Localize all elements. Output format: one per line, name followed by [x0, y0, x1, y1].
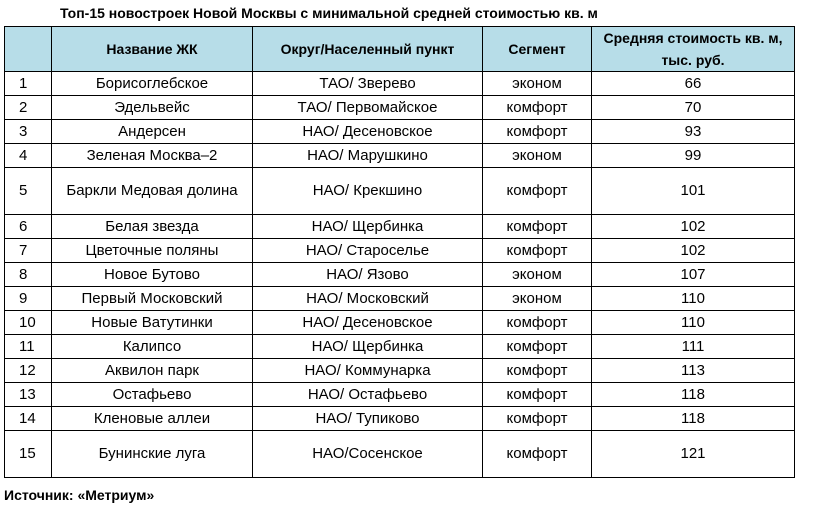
cell-name: Первый Московский — [52, 287, 253, 311]
table-row — [5, 168, 795, 215]
cell-name: Новые Ватутинки — [52, 311, 253, 335]
cell-name: Кленовые аллеи — [52, 407, 253, 431]
table-row — [5, 72, 795, 96]
cell-district: НАО/ Щербинка — [253, 215, 483, 239]
source-note: Источник: «Метриум» — [4, 487, 155, 503]
header-district: Округ/Населенный пункт — [253, 27, 483, 72]
cell-price: 102 — [592, 239, 795, 263]
cell-price: 93 — [592, 120, 795, 144]
cell-num: 2 — [5, 96, 52, 120]
cell-district: НАО/ Крекшино — [253, 168, 483, 215]
cell-district: НАО/ Остафьево — [253, 383, 483, 407]
cell-num: 10 — [5, 311, 52, 335]
cell-name: Новое Бутово — [52, 263, 253, 287]
cell-num: 15 — [5, 431, 52, 478]
cell-name: Борисоглебское — [52, 72, 253, 96]
cell-num: 6 — [5, 215, 52, 239]
header-segment: Сегмент — [483, 27, 592, 72]
cell-name: Белая звезда — [52, 215, 253, 239]
cell-segment: эконом — [483, 144, 592, 168]
cell-segment: комфорт — [483, 120, 592, 144]
cell-segment: комфорт — [483, 431, 592, 478]
cell-num: 9 — [5, 287, 52, 311]
cell-num: 5 — [5, 168, 52, 215]
cell-num: 7 — [5, 239, 52, 263]
cell-num: 14 — [5, 407, 52, 431]
header-num — [5, 27, 52, 72]
cell-name: Цветочные поляны — [52, 239, 253, 263]
cell-name: Бунинские луга — [52, 431, 253, 478]
cell-district: НАО/Сосенское — [253, 431, 483, 478]
table-row — [5, 215, 795, 239]
table-header-row — [5, 27, 795, 72]
cell-segment: комфорт — [483, 335, 592, 359]
cell-price: 111 — [592, 335, 795, 359]
cell-num: 4 — [5, 144, 52, 168]
cell-price: 101 — [592, 168, 795, 215]
cell-price: 110 — [592, 287, 795, 311]
table-row — [5, 359, 795, 383]
cell-district: НАО/ Десеновское — [253, 311, 483, 335]
cell-segment: комфорт — [483, 168, 592, 215]
cell-district: НАО/ Московский — [253, 287, 483, 311]
cell-price: 102 — [592, 215, 795, 239]
cell-num: 12 — [5, 359, 52, 383]
cell-segment: эконом — [483, 72, 592, 96]
header-name: Название ЖК — [52, 27, 253, 72]
table-row — [5, 383, 795, 407]
cell-price: 66 — [592, 72, 795, 96]
cell-name: Андерсен — [52, 120, 253, 144]
cell-district: НАО/ Марушкино — [253, 144, 483, 168]
cell-price: 118 — [592, 407, 795, 431]
cell-district: НАО/ Староселье — [253, 239, 483, 263]
cell-num: 3 — [5, 120, 52, 144]
table-row — [5, 311, 795, 335]
cell-district: НАО/ Язово — [253, 263, 483, 287]
cell-num: 8 — [5, 263, 52, 287]
table-row — [5, 263, 795, 287]
cell-segment: комфорт — [483, 215, 592, 239]
table-row — [5, 335, 795, 359]
cell-district: НАО/ Тупиково — [253, 407, 483, 431]
cell-name: Калипсо — [52, 335, 253, 359]
cell-name: Зеленая Москва–2 — [52, 144, 253, 168]
cell-price: 70 — [592, 96, 795, 120]
cell-segment: комфорт — [483, 383, 592, 407]
cell-num: 11 — [5, 335, 52, 359]
cell-segment: комфорт — [483, 407, 592, 431]
cell-segment: комфорт — [483, 96, 592, 120]
cell-name: Баркли Медовая долина — [52, 168, 253, 215]
table-title: Топ-15 новостроек Новой Москвы с минимальной средней стоимостью кв. м — [60, 5, 598, 21]
cell-segment: эконом — [483, 287, 592, 311]
cell-price: 107 — [592, 263, 795, 287]
cell-segment: комфорт — [483, 239, 592, 263]
cell-segment: комфорт — [483, 359, 592, 383]
cell-price: 113 — [592, 359, 795, 383]
cell-district: НАО/ Коммунарка — [253, 359, 483, 383]
table-row — [5, 239, 795, 263]
cell-district: НАО/ Десеновское — [253, 120, 483, 144]
cell-price: 121 — [592, 431, 795, 478]
cell-price: 99 — [592, 144, 795, 168]
cell-segment: эконом — [483, 263, 592, 287]
price-table — [4, 26, 795, 478]
cell-price: 110 — [592, 311, 795, 335]
table-row — [5, 120, 795, 144]
cell-name: Аквилон парк — [52, 359, 253, 383]
cell-name: Остафьево — [52, 383, 253, 407]
table-row — [5, 96, 795, 120]
table-row — [5, 287, 795, 311]
cell-district: НАО/ Щербинка — [253, 335, 483, 359]
cell-district: ТАО/ Первомайское — [253, 96, 483, 120]
cell-name: Эдельвейс — [52, 96, 253, 120]
cell-num: 1 — [5, 72, 52, 96]
table-row — [5, 407, 795, 431]
header-price: Средняя стоимость кв. м, тыс. руб. — [592, 27, 795, 72]
table-row — [5, 144, 795, 168]
cell-price: 118 — [592, 383, 795, 407]
cell-district: ТАО/ Зверево — [253, 72, 483, 96]
table-row — [5, 431, 795, 478]
cell-num: 13 — [5, 383, 52, 407]
cell-segment: комфорт — [483, 311, 592, 335]
